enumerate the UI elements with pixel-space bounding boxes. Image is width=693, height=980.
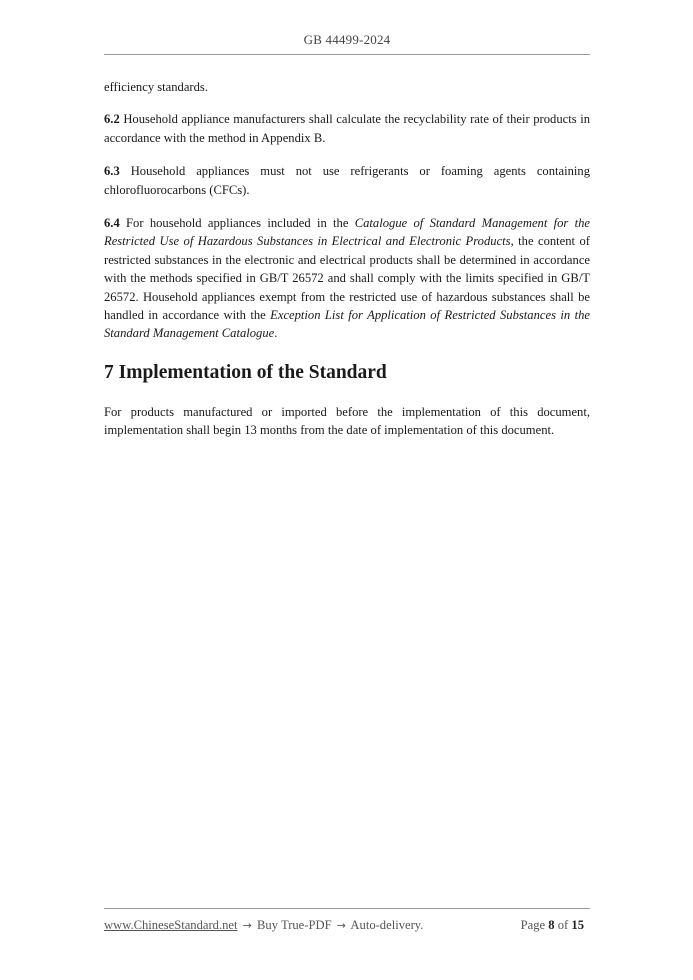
document-body	[104, 78, 590, 455]
clause-text: For household appliances included in the	[126, 216, 355, 231]
section-7-paragraph: For products manufactured or imported before the implementation of this document, implementation shall begin 13 months from the date of implementation of this document.	[104, 404, 590, 438]
buy-true-pdf-text: Buy True-PDF	[257, 918, 332, 932]
document-code: GB 44499-2024	[303, 32, 391, 47]
clause-text: Household appliances must not use refrigerants or foaming agents containing chlorofluorocarbons (CFCs).	[104, 164, 590, 197]
arrow-right-icon: →	[336, 919, 346, 932]
total-pages: 15	[571, 918, 584, 932]
clause-text: Household appliance manufacturers shall calculate the recyclability rate of their products in accordance with the method in Appendix B.	[104, 112, 590, 145]
header-divider	[104, 54, 590, 55]
footer-divider	[104, 908, 590, 909]
clause-text: .	[274, 326, 278, 341]
arrow-right-icon: →	[242, 919, 252, 932]
clause-6-4	[104, 214, 590, 343]
running-header	[104, 32, 590, 48]
clause-number: 6.2	[104, 112, 120, 127]
clause-number: 6.4	[104, 216, 120, 231]
clause-text: , the content of restricted substances in the electronic and electrical products shall be determined in accordance with the methods specified in GB/T 26572 and shall comply with the limits specified in GB/T 26572. Household appliances exempt from the restricted use of hazardous substances shall be handled in accordance with the	[104, 234, 590, 323]
page-of-label: of	[557, 918, 569, 932]
exception-list-title: Exception List for Application of Restricted Substances in the Standard Management Catalogue	[104, 308, 590, 341]
current-page: 8	[548, 918, 555, 932]
catalogue-title: Catalogue of Standard Management for the Restricted Use of Hazardous Substances in Electrical and Electronic Products	[104, 216, 590, 249]
clause-6-3	[104, 162, 590, 199]
site-link[interactable]: www.ChineseStandard.net	[104, 918, 238, 932]
auto-delivery-text: Auto-delivery.	[350, 918, 424, 932]
footer-promo	[104, 918, 423, 933]
clause-6-2	[104, 110, 590, 147]
continuation-text: efficiency standards.	[104, 80, 208, 94]
section-heading: 7 Implementation of the Standard	[104, 361, 387, 383]
page-label: Page	[520, 918, 546, 932]
clause-number: 6.3	[104, 164, 120, 179]
page-number	[521, 918, 584, 933]
